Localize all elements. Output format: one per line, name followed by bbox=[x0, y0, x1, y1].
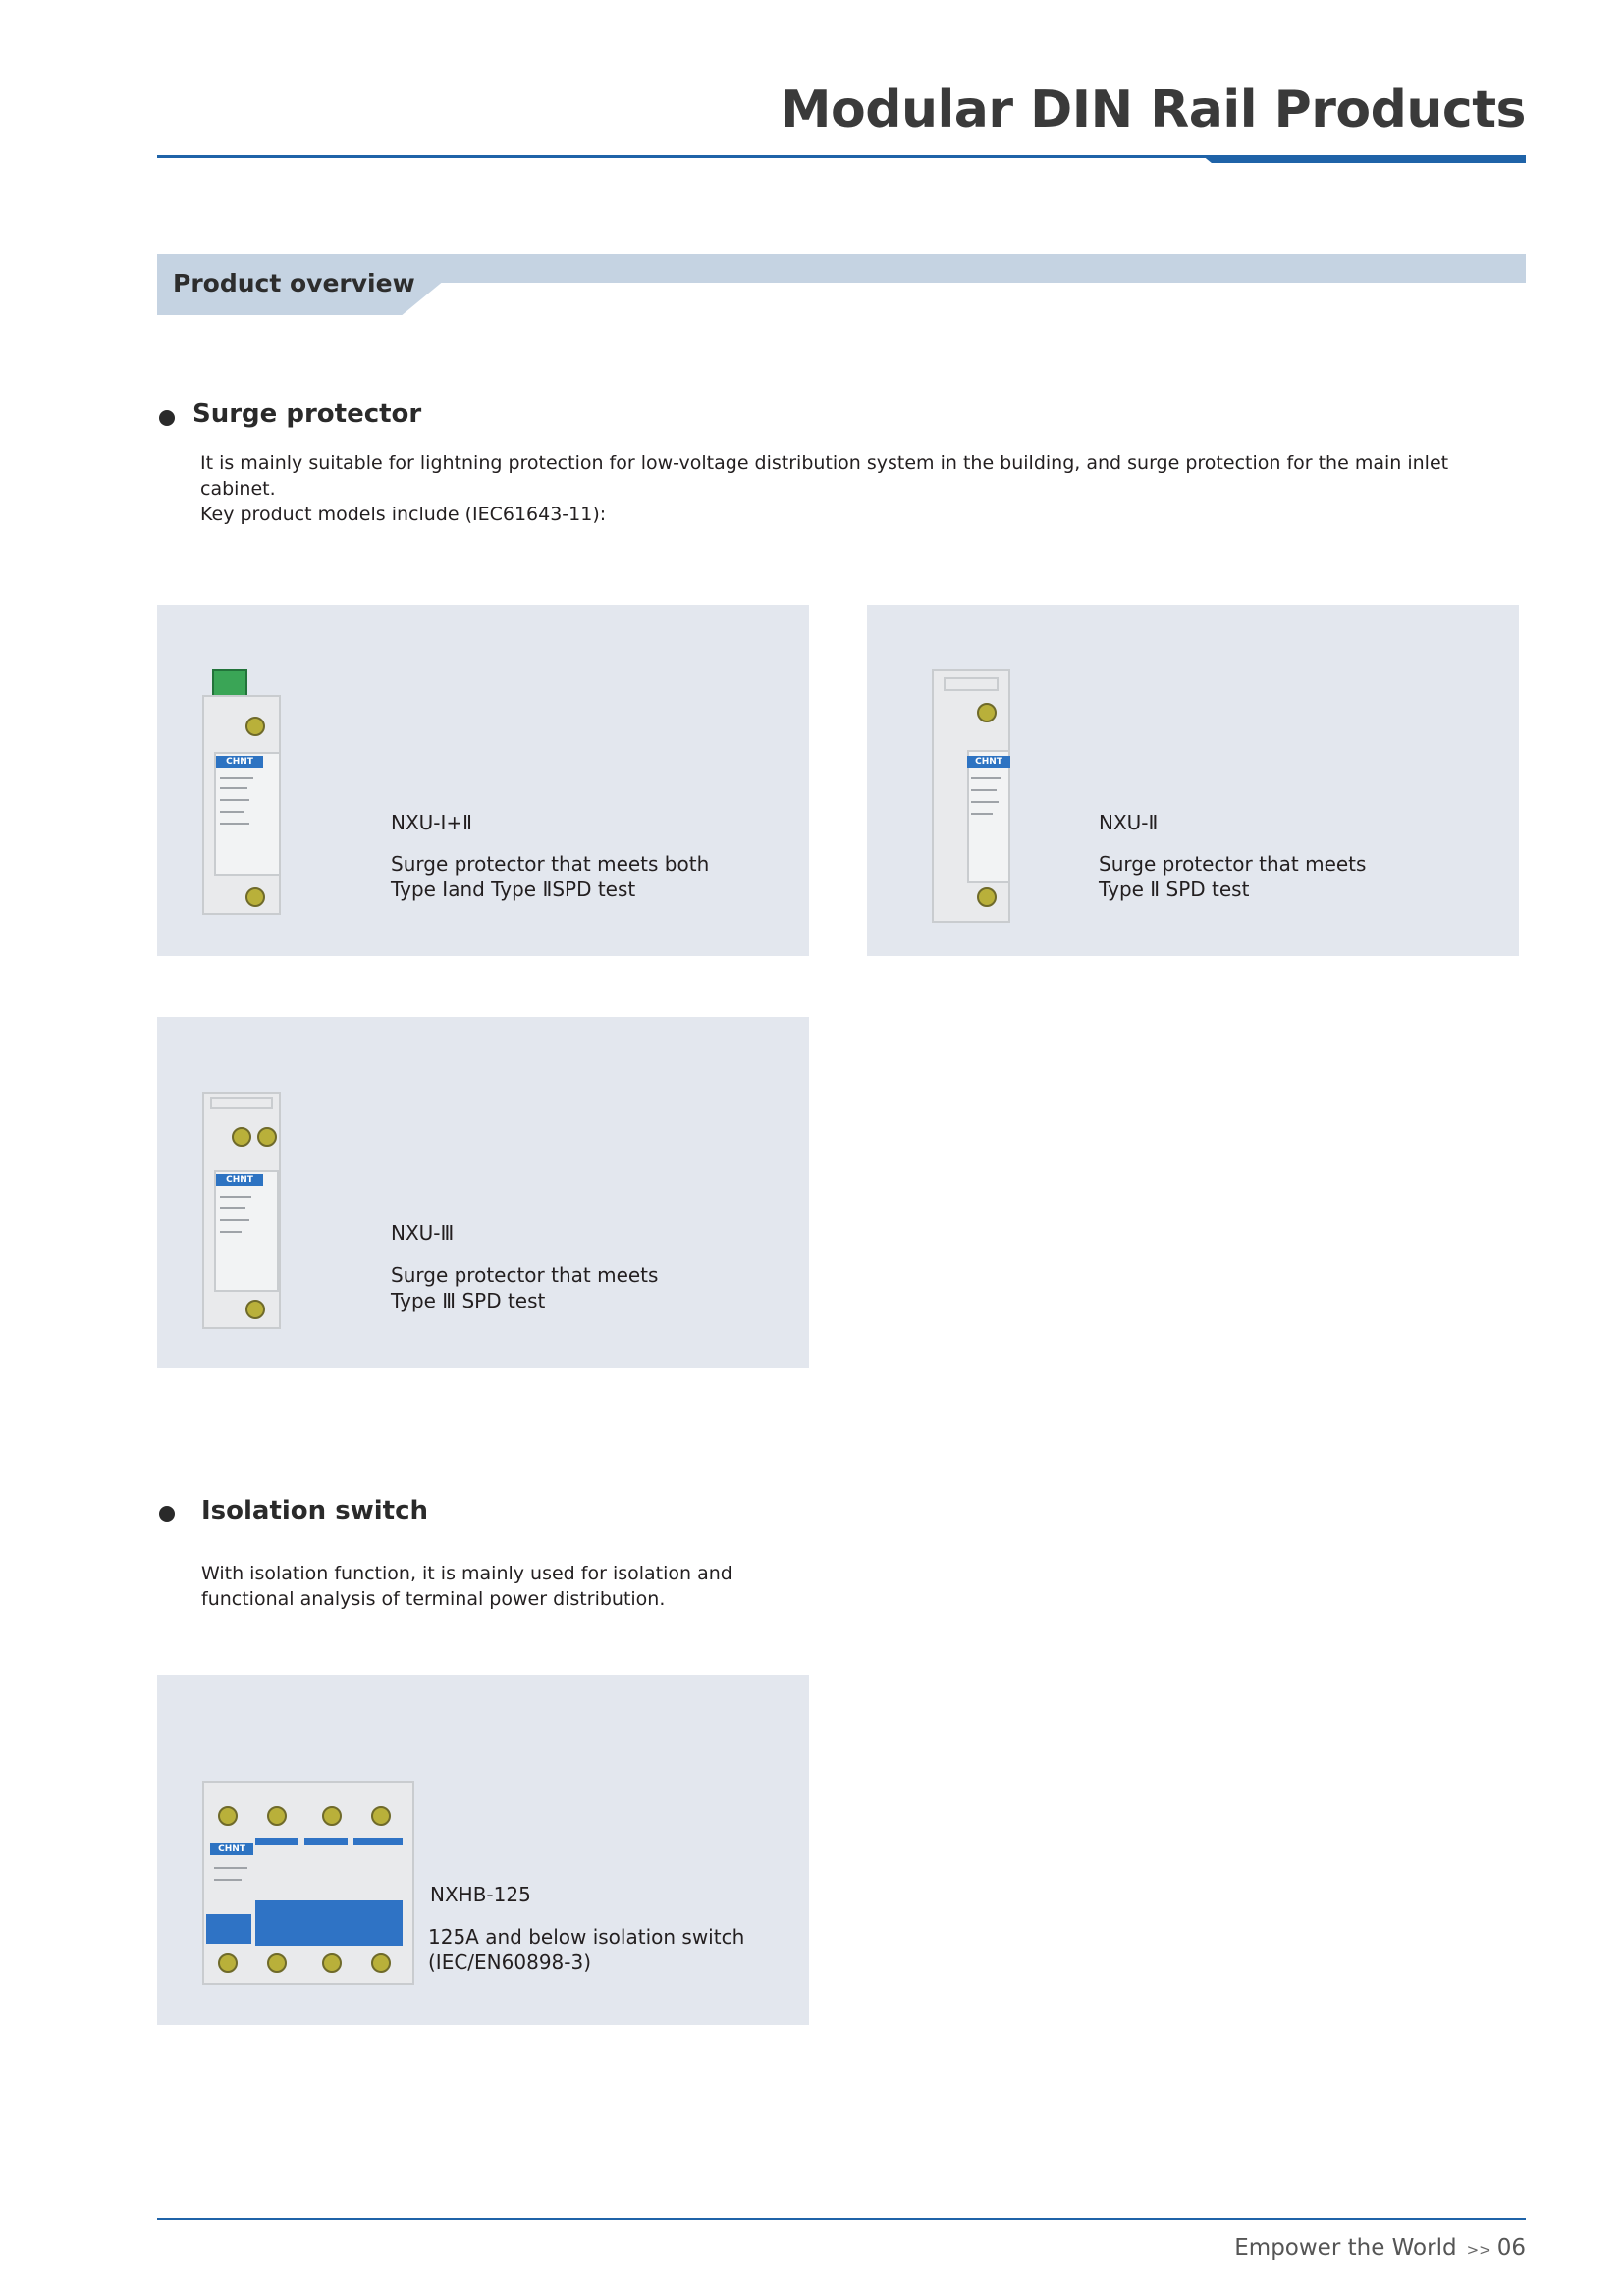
header-accent-bar bbox=[1202, 155, 1526, 163]
terminal-screw bbox=[218, 1953, 238, 1973]
product-description-line: Type Ⅱ SPD test bbox=[1099, 878, 1250, 901]
label-line bbox=[220, 1207, 245, 1209]
isolation-title: Isolation switch bbox=[201, 1496, 428, 1525]
product-description-line: 125A and below isolation switch bbox=[428, 1925, 745, 1949]
footer-tagline: Empower the World bbox=[1234, 2235, 1457, 2261]
section-label: Product overview bbox=[173, 269, 415, 297]
terminal-screw bbox=[245, 717, 265, 736]
terminal-screw bbox=[257, 1127, 277, 1147]
page-title: Modular DIN Rail Products bbox=[780, 80, 1526, 139]
label-line bbox=[971, 813, 993, 815]
footer bbox=[1234, 2235, 1526, 2261]
bullet-icon bbox=[159, 410, 175, 426]
handle-top bbox=[353, 1838, 403, 1845]
terminal-screw bbox=[218, 1806, 238, 1826]
surge-description bbox=[200, 451, 1448, 527]
isolation-switch-image bbox=[202, 1781, 414, 1985]
product-card-nxu-1-2 bbox=[157, 605, 809, 956]
product-card-nxu-3 bbox=[157, 1017, 809, 1368]
product-model: NXHB-125 bbox=[430, 1883, 531, 1906]
terminal-screw bbox=[371, 1953, 391, 1973]
device-top-cap bbox=[210, 1097, 273, 1109]
terminal-screw bbox=[267, 1806, 287, 1826]
terminal-screw bbox=[322, 1953, 342, 1973]
product-card-nxu-2 bbox=[867, 605, 1519, 956]
product-description bbox=[391, 1262, 658, 1313]
label-line bbox=[220, 823, 249, 825]
isolation-description bbox=[201, 1561, 732, 1612]
brand-logo: CHNT bbox=[967, 756, 1010, 768]
footer-arrow: >> bbox=[1466, 2241, 1491, 2259]
label-line bbox=[220, 811, 244, 813]
product-model: NXU-Ⅰ+Ⅱ bbox=[391, 811, 473, 834]
surge-title: Surge protector bbox=[192, 400, 422, 429]
device-front bbox=[967, 750, 1010, 883]
surge-description-line: Key product models include (IEC61643-11): bbox=[200, 504, 607, 525]
surge-protector-image bbox=[202, 669, 283, 915]
device-front bbox=[214, 752, 281, 876]
terminal-screw bbox=[245, 1300, 265, 1319]
product-description bbox=[428, 1924, 744, 1975]
label-line bbox=[971, 789, 997, 791]
isolation-description-line: functional analysis of terminal power distribution. bbox=[201, 1588, 666, 1610]
label-line bbox=[214, 1879, 242, 1881]
label-line bbox=[971, 777, 1001, 779]
terminal-screw bbox=[322, 1806, 342, 1826]
handle-top bbox=[304, 1838, 348, 1845]
product-description-line: Surge protector that meets both bbox=[391, 852, 710, 876]
handle-bar bbox=[206, 1914, 251, 1944]
product-description bbox=[391, 851, 709, 902]
isolation-description-line: With isolation function, it is mainly used for isolation and bbox=[201, 1563, 732, 1584]
terminal-screw bbox=[245, 887, 265, 907]
terminal-screw bbox=[267, 1953, 287, 1973]
brand-logo: CHNT bbox=[216, 756, 263, 768]
terminal-screw bbox=[232, 1127, 251, 1147]
product-description-line: Type Ⅲ SPD test bbox=[391, 1289, 546, 1312]
label-line bbox=[220, 1219, 249, 1221]
handle-bar bbox=[255, 1900, 403, 1946]
label-line bbox=[220, 799, 249, 801]
terminal-screw bbox=[977, 887, 997, 907]
label-line bbox=[220, 777, 253, 779]
product-description-line: Surge protector that meets bbox=[1099, 852, 1367, 876]
terminal-screw bbox=[977, 703, 997, 722]
product-card-nxhb-125 bbox=[157, 1675, 809, 2025]
surge-protector-image bbox=[932, 669, 1012, 923]
page-number: 06 bbox=[1496, 2235, 1526, 2261]
device-top-cap bbox=[944, 677, 999, 691]
footer-rule bbox=[157, 2218, 1526, 2220]
product-model: NXU-Ⅱ bbox=[1099, 811, 1159, 834]
label-line bbox=[214, 1867, 247, 1869]
label-line bbox=[220, 1196, 251, 1198]
brand-logo: CHNT bbox=[210, 1843, 253, 1855]
green-terminal bbox=[212, 669, 247, 697]
label-line bbox=[220, 1231, 242, 1233]
terminal-screw bbox=[371, 1806, 391, 1826]
product-description-line: (IEC/EN60898-3) bbox=[428, 1950, 592, 1974]
surge-protector-image bbox=[202, 1092, 283, 1329]
surge-description-line: It is mainly suitable for lightning protection for low-voltage distribution system in the building, and surge protection for the main inlet bbox=[200, 453, 1449, 474]
handle-top bbox=[255, 1838, 298, 1845]
product-model: NXU-Ⅲ bbox=[391, 1221, 455, 1245]
label-line bbox=[220, 787, 247, 789]
product-description-line: Surge protector that meets bbox=[391, 1263, 659, 1287]
product-description bbox=[1099, 851, 1366, 902]
brand-logo: CHNT bbox=[216, 1174, 263, 1186]
product-description-line: Type Ⅰand Type ⅡSPD test bbox=[391, 878, 636, 901]
bullet-icon bbox=[159, 1506, 175, 1522]
label-line bbox=[971, 801, 999, 803]
surge-description-line: cabinet. bbox=[200, 478, 276, 500]
